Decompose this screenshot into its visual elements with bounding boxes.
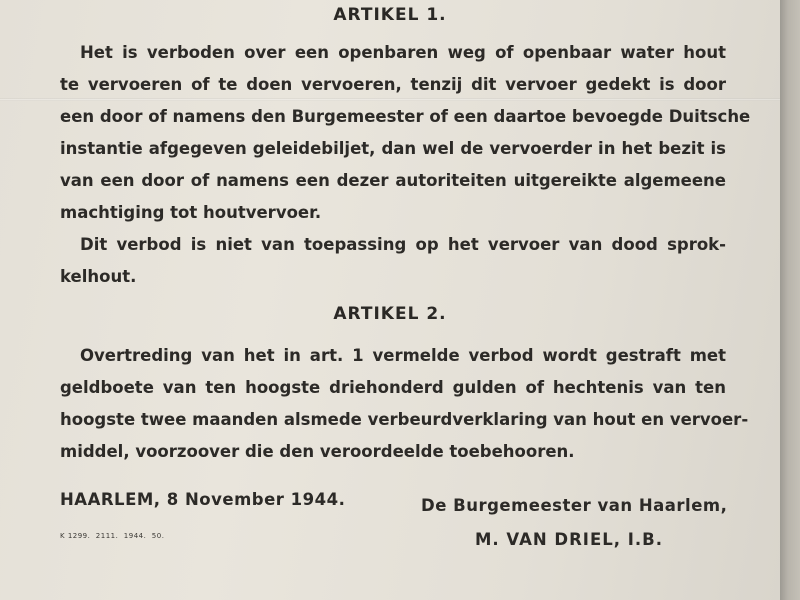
artikel-1-line: een door of namens den Burgemeester of een daartoe bevoegde Duitsche	[60, 107, 751, 126]
artikel-2-line: hoogste twee maanden alsmede verbeurdverklaring van hout en vervoer-	[60, 410, 749, 429]
page-edge-shadow	[780, 0, 800, 600]
signatory-title: De Burgemeester van Haarlem,	[421, 496, 728, 515]
signatory-name: M. VAN DRIEL, I.B.	[475, 530, 663, 549]
artikel-1-line: Het is verboden over een openbaren weg of openbaar water hout	[80, 43, 726, 62]
artikel-1-heading: ARTIKEL 1.	[333, 5, 447, 25]
artikel-2-line: Overtreding van het in art. 1 vermelde verbod wordt gestraft met	[80, 346, 726, 365]
artikel-1-line: instantie afgegeven geleidebiljet, dan wel de vervoerder in het bezit is	[60, 139, 726, 158]
artikel-2-line: middel, voorzoover die den veroordeelde toebehooren.	[60, 442, 575, 461]
place-date: HAARLEM, 8 November 1944.	[60, 490, 346, 509]
artikel-2-line: geldboete van ten hoogste driehonderd gulden of hechtenis van ten	[60, 378, 726, 397]
artikel-1-line: van een door of namens een dezer autoriteiten uitgereikte algemeene	[60, 171, 726, 190]
paper-fold	[0, 98, 780, 101]
artikel-1-line: kelhout.	[60, 267, 137, 286]
artikel-1-line: te vervoeren of te doen vervoeren, tenzij dit vervoer gedekt is door	[60, 75, 726, 94]
artikel-1-line: Dit verbod is niet van toepassing op het vervoer van dood sprok-	[80, 235, 726, 254]
artikel-1-line: machtiging tot houtvervoer.	[60, 203, 322, 222]
artikel-2-heading: ARTIKEL 2.	[333, 304, 447, 324]
print-code: K 1299. 2111. 1944. 50.	[60, 532, 165, 540]
